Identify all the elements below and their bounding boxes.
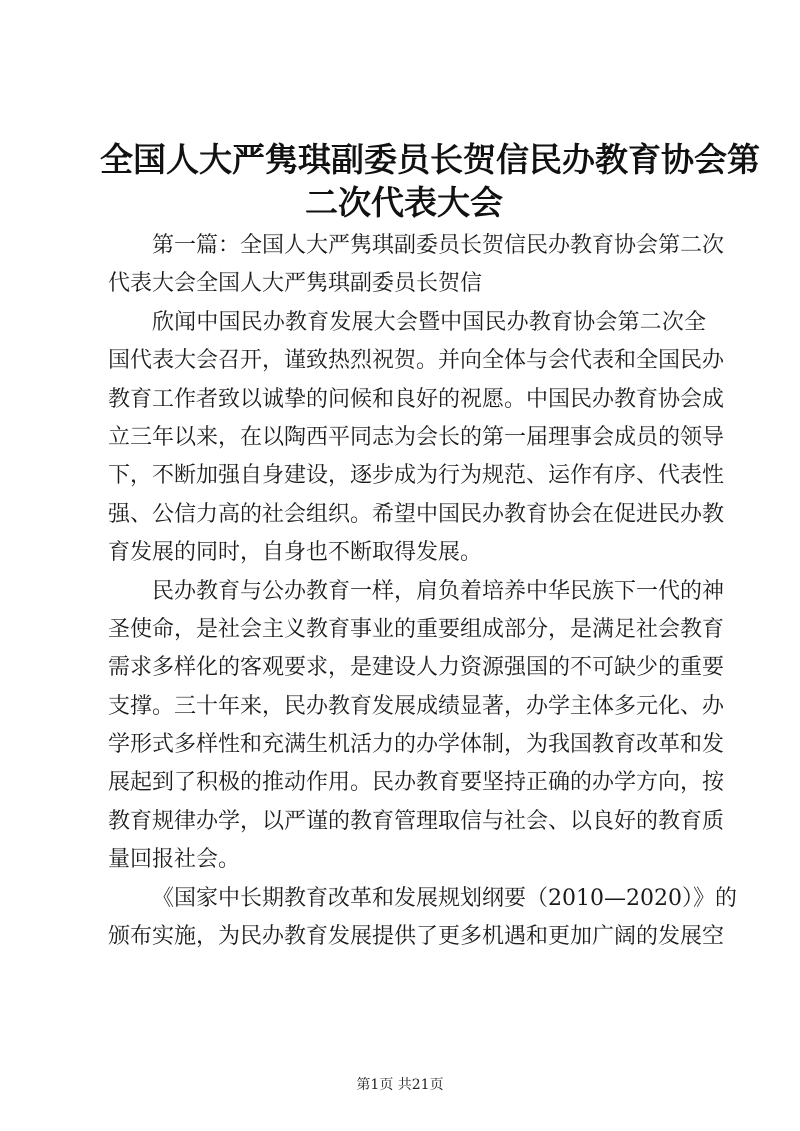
text-line: 欣闻中国民办教育发展大会暨中国民办教育协会第二次全	[152, 309, 706, 335]
text-line: 学形式多样性和充满生机活力的办学体制，为我国教育改革和发	[108, 732, 725, 758]
paragraph-2	[108, 304, 725, 573]
text-line: 下，不断加强自身建设，逐步成为行为规范、运作有序、代表性	[108, 463, 725, 489]
text-line: 育发展的同时，自身也不断取得发展。	[108, 540, 483, 566]
text-line: 民办教育与公办教育一样，肩负着培养中华民族下一代的神	[152, 578, 725, 604]
text-line: 强、公信力高的社会组织。希望中国民办教育协会在促进民办教	[108, 501, 725, 527]
paragraph-3	[108, 573, 725, 880]
page-footer: 第1页 共21页	[356, 1077, 444, 1093]
document-body	[108, 227, 737, 956]
text-line: 量回报社会。	[108, 847, 241, 873]
document-title	[100, 138, 760, 224]
text-line: 展起到了积极的推动作用。民办教育要坚持正确的办学方向，按	[108, 770, 725, 796]
text-line: 圣使命，是社会主义教育事业的重要组成部分，是满足社会教育	[108, 616, 725, 642]
text-line: 教育工作者致以诚挚的问候和良好的祝愿。中国民办教育协会成	[108, 386, 725, 412]
paragraph-4	[108, 880, 737, 957]
text-line: 支撑。三十年来，民办教育发展成绩显著，办学主体多元化、办	[108, 693, 725, 719]
text-line: 第一篇：全国人大严隽琪副委员长贺信民办教育协会第二次	[152, 233, 725, 258]
title-line: 全国人大严隽琪副委员长贺信民办教育协会第	[100, 140, 760, 179]
title-line: 二次代表大会	[305, 183, 503, 222]
text-line: 立三年以来，在以陶西平同志为会长的第一届理事会成员的领导	[108, 424, 725, 450]
text-line: 国代表大会召开，谨致热烈祝贺。并向全体与会代表和全国民办	[108, 348, 725, 374]
text-line: 《国家中长期教育改革和发展规划纲要（2010—2020）》的	[152, 885, 737, 911]
paragraph-1	[108, 227, 725, 304]
text-line: 需求多样化的客观要求，是建设人力资源强国的不可缺少的重要	[108, 655, 725, 681]
text-line: 代表大会全国人大严隽琪副委员长贺信	[108, 271, 483, 297]
text-line: 颁布实施，为民办教育发展提供了更多机遇和更加广阔的发展空	[108, 924, 725, 950]
text-line: 教育规律办学，以严谨的教育管理取信与社会、以良好的教育质	[108, 808, 725, 834]
